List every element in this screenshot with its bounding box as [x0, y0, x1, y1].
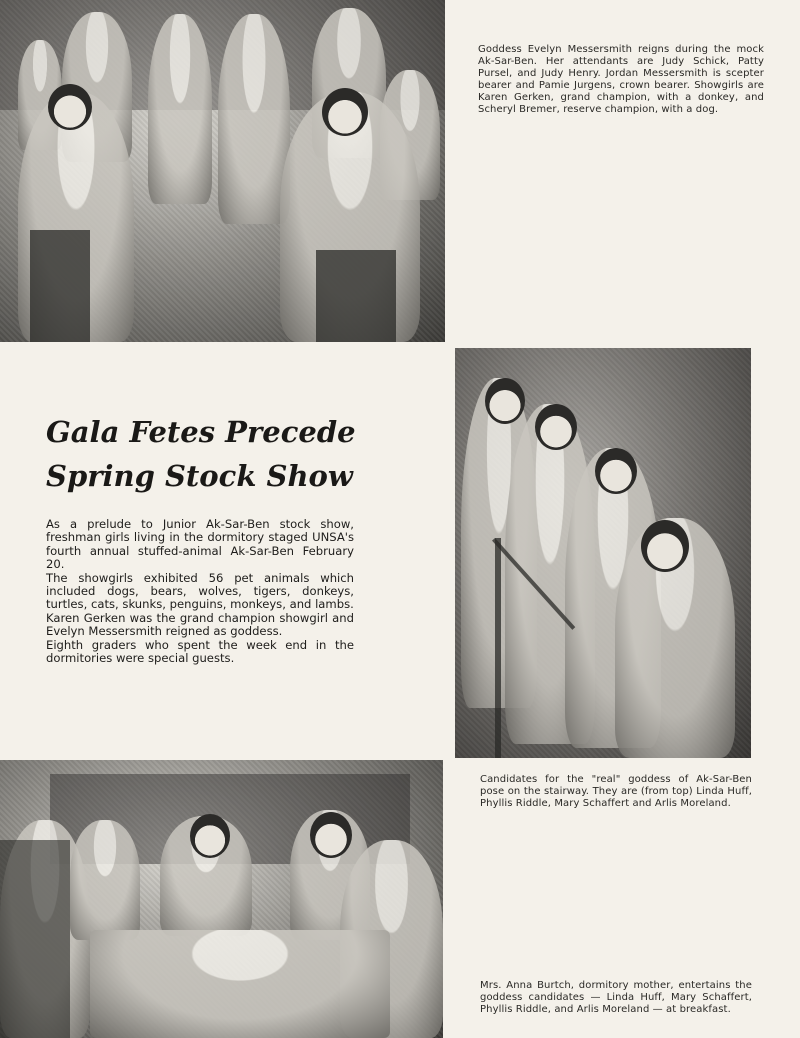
article-paragraph: Eighth graders who spent the week end in the dormitories were special guests.	[46, 637, 354, 666]
court-photo-caption: Goddess Evelyn Messersmith reigns during the mock Ak-Sar-Ben. Her attendants are Judy Schick, Patty Pursel, and Judy Henry. Jordan Messersmith is scepter bearer and Pamie Jurgens, crown bearer. Showgirls are Karen Gerken, grand champion, with a donkey, and Scheryl Bremer, reserve champion, with a dog.	[478, 44, 764, 115]
article-paragraph: Karen Gerken was the grand champion showgirl and Evelyn Messersmith reigned as goddess.	[46, 610, 354, 639]
article-body	[46, 518, 354, 665]
breakfast-photo	[0, 760, 443, 1038]
stairway-photo	[455, 348, 751, 758]
article-paragraph: As a prelude to Junior Ak-Sar-Ben stock show, freshman girls living in the dormitory staged UNSA's fourth annual stuffed-animal Ak-Sar-Ben February 20.	[46, 517, 354, 572]
article-paragraph: The showgirls exhibited 56 pet animals which included dogs, bears, wolves, tigers, donkeys, turtles, cats, skunks, penguins, monkeys, and lambs.	[46, 570, 354, 612]
headline-line-2: Spring Stock Show	[46, 459, 353, 493]
stairway-photo-caption: Candidates for the "real" goddess of Ak-Sar-Ben pose on the stairway. They are (from top) Linda Huff, Phyllis Riddle, Mary Schaffert and Arlis Moreland.	[480, 774, 752, 809]
article-headline	[46, 410, 376, 498]
breakfast-photo-caption: Mrs. Anna Burtch, dormitory mother, entertains the goddess candidates — Linda Huff, Mary Schaffert, Phyllis Riddle, and Arlis Moreland — at breakfast.	[480, 980, 752, 1015]
headline-line-1: Gala Fetes Precede	[46, 415, 356, 449]
court-photo	[0, 0, 445, 342]
